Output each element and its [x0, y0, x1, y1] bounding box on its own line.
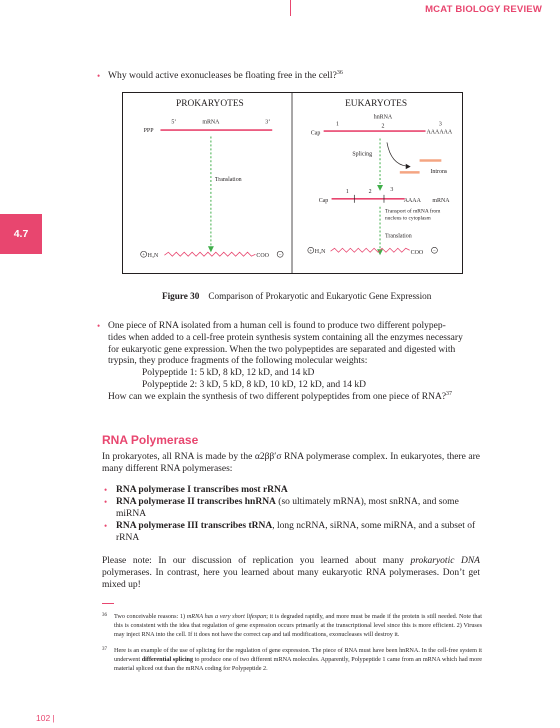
intron-fragment-2 [400, 171, 420, 173]
figure-30 [122, 92, 463, 274]
prok-plus-sign: + [142, 253, 146, 259]
prok-three-prime-label: 3’ [265, 119, 271, 126]
polymerase-bold: RNA polymerase III transcribes tRNA [116, 521, 273, 531]
note-before: Please note: In our discussion of replication you learned about many [102, 556, 411, 566]
bullet-icon: • [97, 321, 101, 331]
footnote-number: 37 [102, 647, 107, 652]
euk-transport-label-2: nucleus to cytoplasm [384, 215, 431, 222]
euk-exon2-label: 2 [381, 123, 385, 130]
footnote-emphasis: mRNA has a very short lifespan [186, 613, 267, 620]
question-polypeptides [97, 321, 488, 404]
question-exonucleases [97, 69, 343, 82]
note-emphasis: prokaryotic DNA [410, 556, 480, 566]
polypeptide-1-weights: Polypeptide 1: 5 kD, 8 kD, 12 kD, and 14 kD [142, 368, 315, 379]
euk-mrna-label: mRNA [432, 197, 450, 204]
running-header: MCAT BIOLOGY REVIEW [425, 4, 542, 15]
polymerase-item [104, 496, 486, 520]
note-after: polymerases. In contrast, here you learned about many eukaryotic RNA polymerases. Don’t get mixed up! [102, 568, 480, 591]
question2-line5: How can we explain the synthesis of two different polypeptides from one piece of RNA? [108, 391, 447, 402]
euk-splicing-arrowhead-icon [377, 185, 383, 191]
question2-line2: tides when added to a cell-free protein synthesis system containing all the enzymes necessary [108, 332, 463, 343]
gene-expression-diagram [123, 93, 462, 273]
prok-five-prime-label: 5’ [171, 119, 177, 126]
polymerase-item [104, 520, 486, 544]
bullet-icon: • [104, 521, 108, 531]
footnote-36 [102, 612, 482, 639]
euk-exon3-label: 3 [438, 121, 442, 128]
polymerase-item [104, 484, 486, 496]
question2-line4: trypsin, they produce fragments of the following molecular weights: [108, 356, 368, 367]
euk-mrna-exon1-label: 1 [345, 188, 349, 195]
footnote-before: Here is an example of the use of splicing for the regulation of gene expression. The piece of RNA must have been hnRNA. In the cell-free system it underwent [114, 647, 482, 663]
polymerase-bold: RNA polymerase II transcribes hnRNA [116, 497, 276, 507]
prok-mrna-label: mRNA [202, 119, 220, 126]
euk-intron-arrowhead-icon [406, 164, 411, 169]
footnote-emphasis: differential splicing [141, 656, 194, 663]
footnote-ref: 37 [446, 390, 453, 397]
euk-aaaa-label: AAAA [403, 197, 421, 204]
page-number: 102 | [36, 713, 55, 723]
euk-mrna-exon2-label: 2 [368, 188, 372, 195]
polymerase-bold: RNA polymerase I transcribes most rRNA [116, 485, 288, 495]
euk-h3n-label: H₃N [314, 249, 326, 256]
euk-introns-label: Introns [430, 169, 448, 176]
prok-polypeptide-chain [164, 252, 255, 256]
euk-translation-label: Translation [384, 233, 412, 240]
section-heading: RNA Polymerase [102, 433, 199, 447]
euk-mrna-exon3-label: 3 [390, 186, 394, 193]
prok-ppp-label: PPP [143, 128, 154, 135]
question2-line3: for eukaryotic gene expression. When the two polypeptides are separated and digested with [108, 344, 456, 355]
footnote-37 [102, 646, 482, 673]
euk-splicing-label: Splicing [352, 151, 373, 158]
section-tab: 4.7 [0, 214, 42, 254]
prok-translation-label: Translation [214, 177, 242, 184]
prokaryotes-heading: PROKARYOTES [176, 98, 244, 109]
footnote-after: ; it is degraded rapidly, and more must be made if the protein is still needed. Note that this is consistent with the idea that regulation of gene expression occurs primarily at the transcriptional level since this is more efficient. 2) Viruses may inject RNA into the cell. If it does not have the correct cap and tail modifications, exonucleases will destroy it. [114, 613, 482, 638]
footnote-before: Two conceivable reasons: 1) [114, 613, 187, 620]
euk-transport-label-1: Transport of mRNA from [384, 208, 441, 215]
section-intro: In prokaryotes, all RNA is made by the α2ββ′σ RNA polymerase complex. In eukaryotes, there are many different RNA polymerases: [102, 452, 480, 475]
bullet-icon: • [104, 497, 108, 507]
prok-arrowhead-icon [208, 246, 214, 252]
prok-minus-sign: − [278, 253, 282, 259]
figure-title: Comparison of Prokaryotic and Eukaryotic Gene Expression [208, 291, 432, 301]
polymerase-rest: (so ultimately mRNA), most snRNA, and some miRNA [116, 497, 459, 519]
note-paragraph [102, 555, 480, 592]
intron-fragment-1 [420, 159, 442, 161]
footnote-after: to produce one of two different mRNA molecules. Apparently, Polypeptide 1 came from an mRNA which had more material spliced out than the mRNA coding for Polypeptide 2. [114, 656, 482, 672]
bullet-icon: • [104, 485, 108, 495]
polymerase-rest: , long ncRNA, siRNA, some miRNA, and a subset of rRNA [116, 521, 476, 543]
euk-plus-sign: + [309, 249, 313, 255]
euk-cap2-label: Cap [318, 197, 329, 204]
polypeptide-2-weights: Polypeptide 2: 3 kD, 5 kD, 8 kD, 10 kD, 12 kD, and 14 kD [142, 379, 367, 390]
euk-minus-sign: − [433, 249, 436, 255]
euk-hnrna-label: hnRNA [373, 114, 393, 121]
figure-number: Figure 30 [162, 291, 200, 301]
prok-h3n-label: H₃N [147, 253, 159, 260]
prok-coo-label: COO [256, 253, 269, 260]
header-rule [290, 0, 291, 16]
footnote-number: 36 [102, 613, 107, 618]
question2-line1: One piece of RNA isolated from a human cell is found to produce two different polypep- [108, 321, 446, 331]
question-text: Why would active exonucleases be floating free in the cell? [108, 70, 337, 81]
eukaryotes-heading: EUKARYOTES [345, 98, 408, 109]
figure-caption [162, 291, 431, 301]
euk-polya-label: AAAAAA [426, 129, 453, 136]
euk-polypeptide-chain [331, 248, 410, 252]
footnote-ref: 36 [336, 69, 343, 76]
euk-cap-label: Cap [310, 130, 321, 137]
bullet-icon: • [97, 71, 101, 81]
euk-coo-label: COO [410, 250, 424, 257]
euk-exon1-label: 1 [336, 121, 339, 128]
euk-intron-removal-arrow [387, 142, 407, 166]
footnote-rule [102, 603, 114, 604]
